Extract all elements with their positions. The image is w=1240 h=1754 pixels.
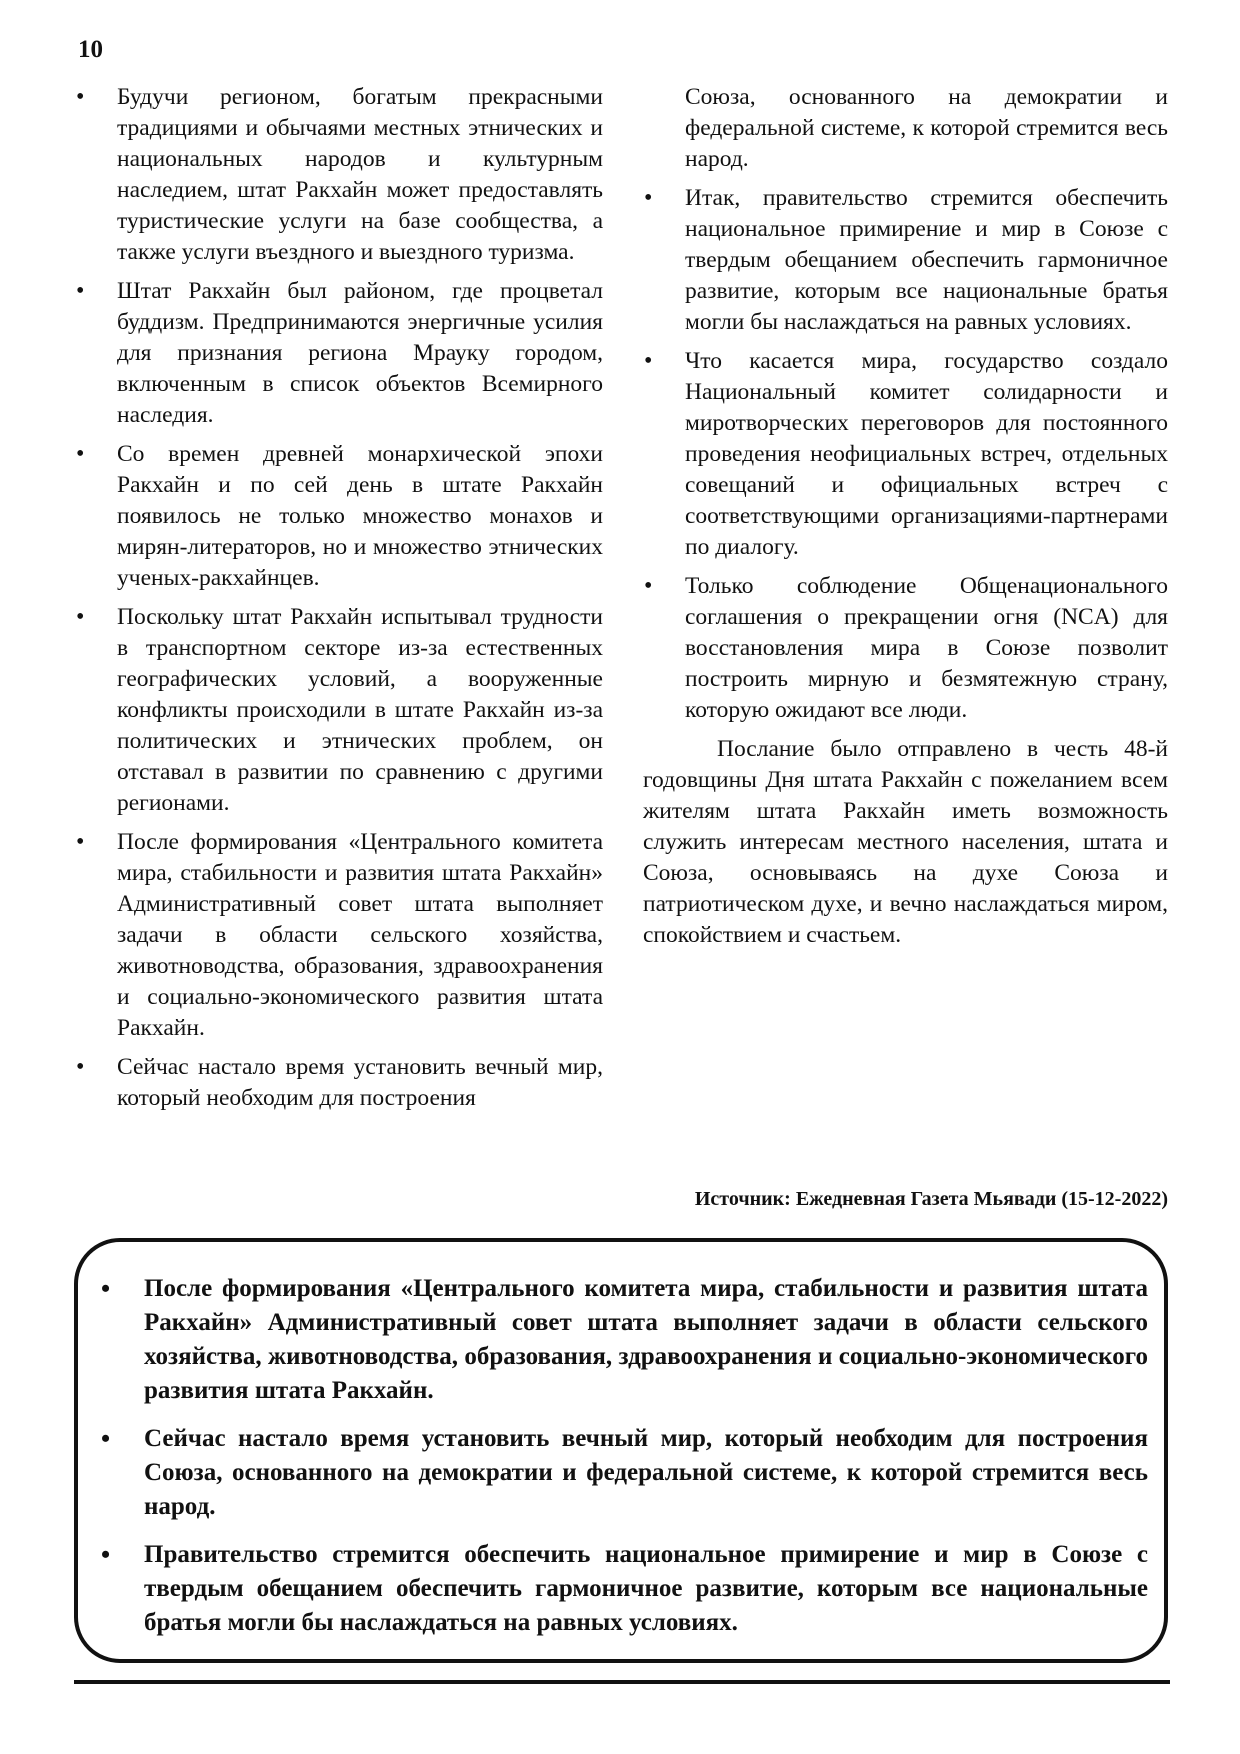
highlight-box [74, 1238, 1168, 1663]
continuation-paragraph: Союза, основанного на демократии и федеральной системе, к которой стремится весь народ. [685, 84, 1168, 172]
list-item: • Правительство стремится обеспечить национальное примирение и мир в Союзе с твердым обещанием обеспечить гармоничное развитие, которым все национальные братья могли бы наслаждаться на равных условиях. [100, 1538, 1148, 1640]
bottom-divider [74, 1680, 1170, 1684]
right-bullet-list [643, 183, 1168, 726]
list-item: • Поскольку штат Ракхайн испытывал трудности в транспортном секторе из-за естественных географических условий, а вооруженные конфликты происходили в штате Ракхайн из-за политических и этнических проблем, он отставал в развитии по сравнению с другими регионами. [75, 602, 603, 819]
left-bullet-list [75, 82, 603, 1114]
list-item: • Со времен древней монархической эпохи Ракхайн и по сей день в штате Ракхайн появилось не только множество монахов и мирян-литераторов, но и множество этнических ученых-ракхайнцев. [75, 439, 603, 594]
page-number: 10 [78, 36, 103, 63]
source-citation: Источник: Ежедневная Газета Мьявади (15-12-2022) [694, 1188, 1168, 1210]
right-column [643, 82, 1168, 951]
list-item: • Только соблюдение Общенационального соглашения о прекращении огня (NCA) для восстановления мира в Союзе позволит построить мирную и безмятежную страну, которую ожидают все люди. [643, 571, 1168, 726]
list-item: • Будучи регионом, богатым прекрасными традициями и обычаями местных этнических и национальных народов и культурным наследием, штат Ракхайн может предоставлять туристические услуги на базе сообщества, а также услуги въездного и выездного туризма. [75, 82, 603, 268]
closing-paragraph: Послание было отправлено в честь 48-й годовщины Дня штата Ракхайн с пожеланием всем жителям штата Ракхайн иметь возможность служить интересам местного населения, штата и Союза, основываясь на духе Союза и патриотическом духе, и вечно наслаждаться миром, спокойствием и счастьем. [643, 736, 1168, 948]
list-item: • После формирования «Центрального комитета мира, стабильности и развития штата Ракхайн» Административный совет штата выполняет задачи в области сельского хозяйства, животноводства, образования, здравоохранения и социально-экономического развития штата Ракхайн. [75, 827, 603, 1044]
list-item: • Сейчас настало время установить вечный мир, который необходим для построения [75, 1052, 603, 1114]
highlight-bullet-list [100, 1272, 1148, 1654]
list-item: • После формирования «Центрального комитета мира, стабильности и развития штата Ракхайн» Административный совет штата выполняет задачи в области сельского хозяйства, животноводства, образования, здравоохранения и социально-экономического развития штата Ракхайн. [100, 1272, 1148, 1408]
list-item: • Сейчас настало время установить вечный мир, который необходим для построения Союза, основанного на демократии и федеральной системе, к которой стремится весь народ. [100, 1422, 1148, 1524]
list-item: • Итак, правительство стремится обеспечить национальное примирение и мир в Союзе с твердым обещанием обеспечить гармоничное развитие, которым все национальные братья могли бы наслаждаться на равных условиях. [643, 183, 1168, 338]
left-column [75, 82, 603, 1122]
list-item: • Штат Ракхайн был районом, где процветал буддизм. Предпринимаются энергичные усилия для признания региона Мрауку городом, включенным в список объектов Всемирного наследия. [75, 276, 603, 431]
list-item: • Что касается мира, государство создало Национальный комитет солидарности и миротворческих переговоров для постоянного проведения неофициальных встреч, отдельных совещаний и официальных встреч с соответствующими организациями-партнерами по диалогу. [643, 346, 1168, 563]
